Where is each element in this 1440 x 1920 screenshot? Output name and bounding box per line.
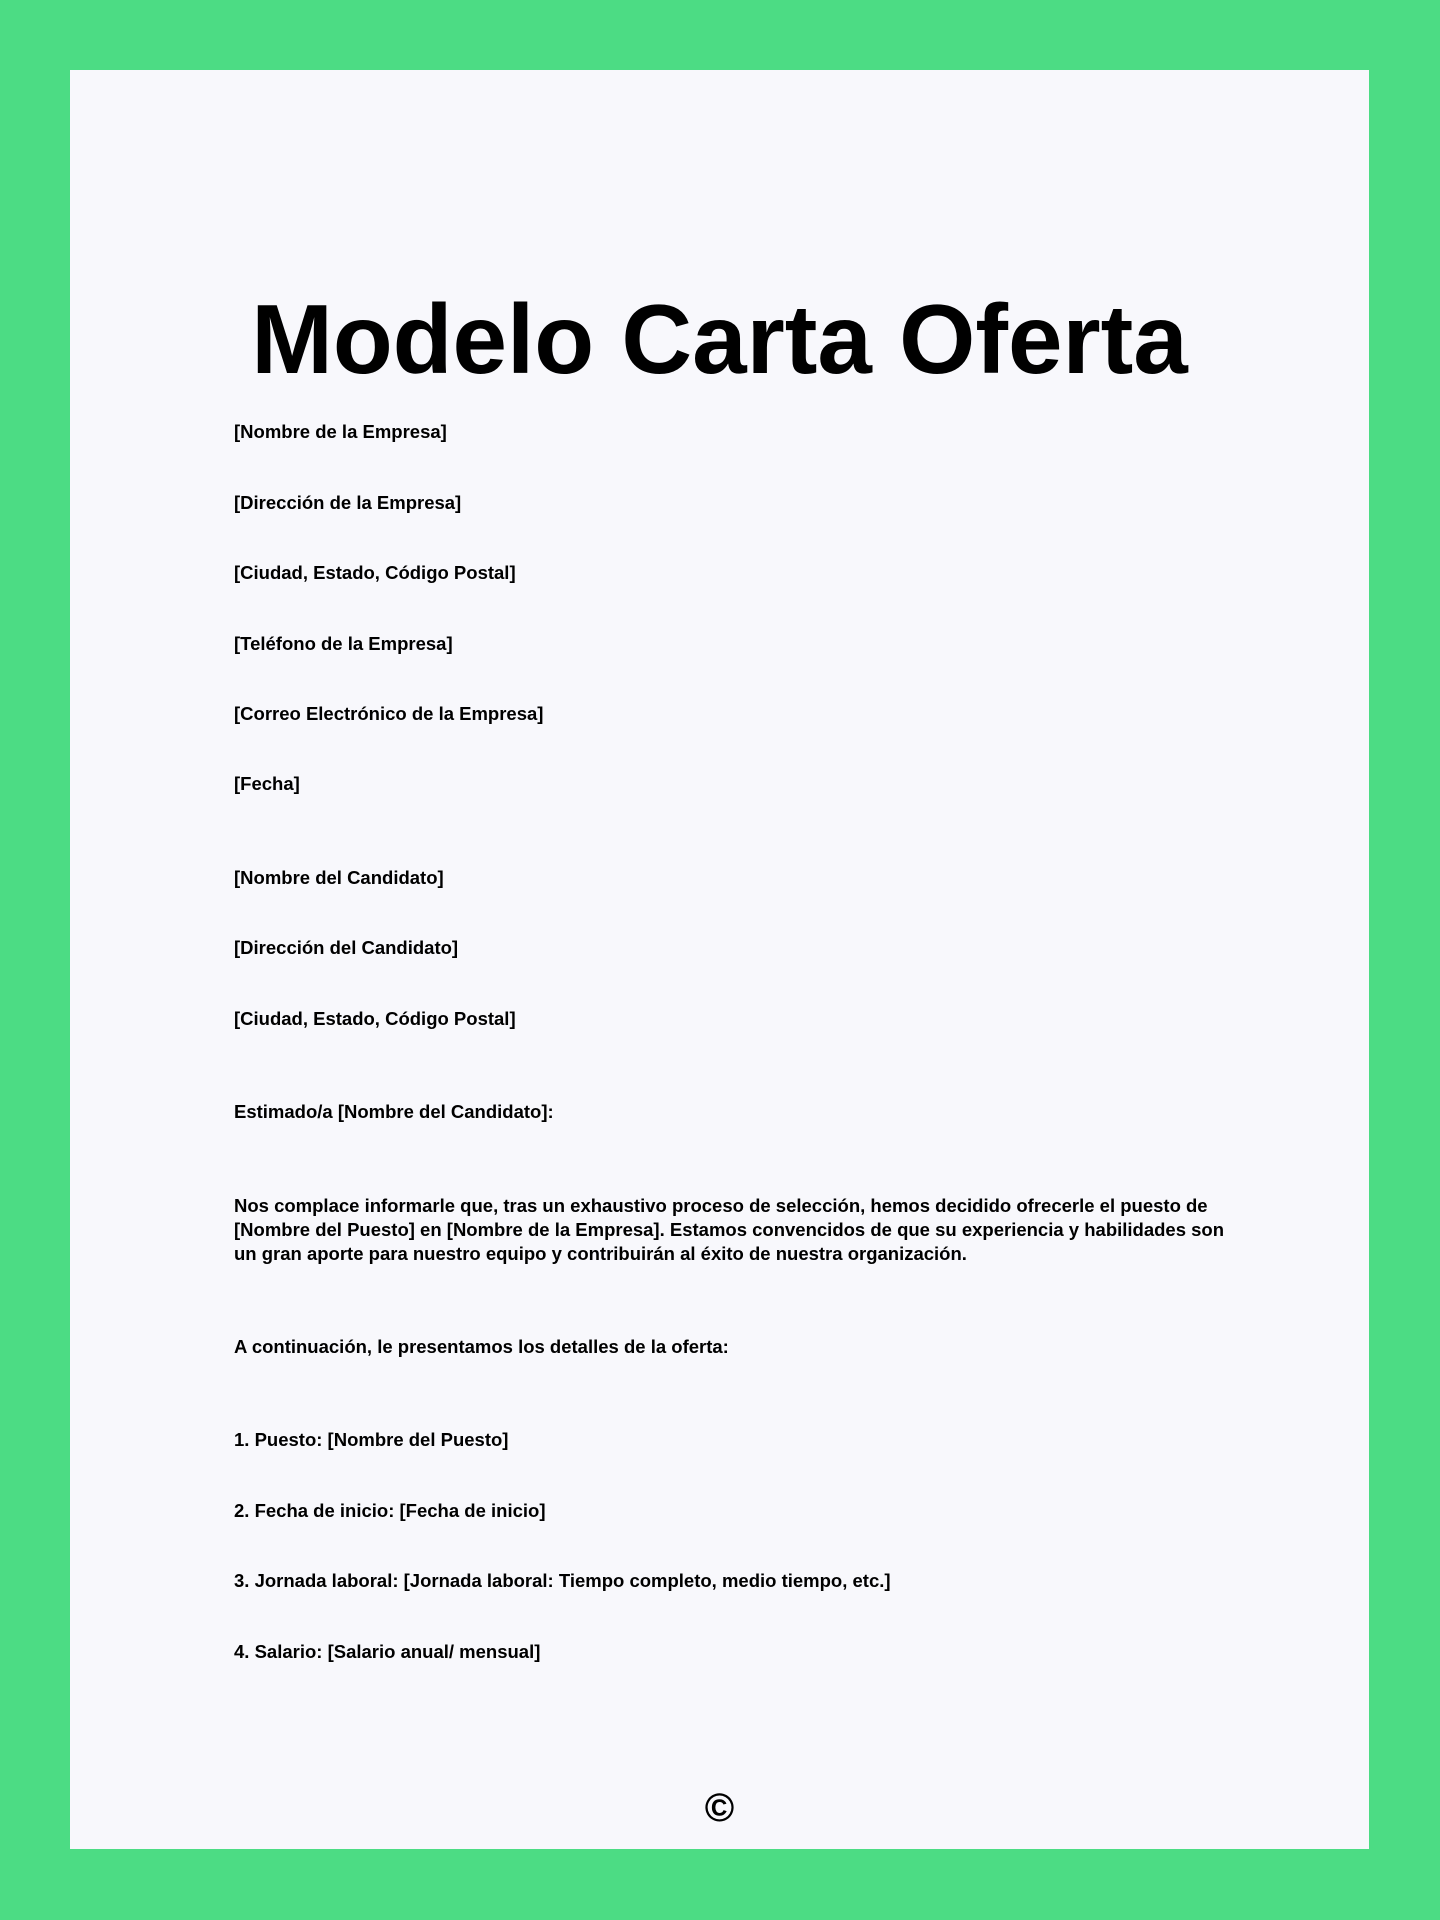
company-email: [Correo Electrónico de la Empresa]: [234, 703, 544, 724]
copyright-icon: ©: [704, 1786, 735, 1830]
company-name: [Nombre de la Empresa]: [234, 421, 447, 442]
detail-item-position: 1. Puesto: [Nombre del Puesto]: [234, 1429, 509, 1450]
company-address: [Dirección de la Empresa]: [234, 492, 462, 513]
greeting: Estimado/a [Nombre del Candidato]:: [234, 1101, 554, 1122]
candidate-name: [Nombre del Candidato]: [234, 867, 444, 888]
company-city: [Ciudad, Estado, Código Postal]: [234, 562, 516, 583]
details-intro: A continuación, le presentamos los detalles de la oferta:: [234, 1336, 729, 1357]
document-page: [70, 70, 1369, 1849]
detail-item-salary: 4. Salario: [Salario anual/ mensual]: [234, 1641, 541, 1662]
detail-item-start-date: 2. Fecha de inicio: [Fecha de inicio]: [234, 1500, 546, 1521]
letter-date: [Fecha]: [234, 773, 300, 794]
body-paragraph: Nos complace informarle que, tras un exhaustivo proceso de selección, hemos decidido ofrecerle el puesto de [Nombre del Puesto] en [Nombre de la Empresa]. Estamos convencidos de que su experiencia y habilidades son un gran aporte para nuestro equipo y contribuirán al éxito de nuestra organización.: [234, 1195, 1225, 1264]
candidate-city: [Ciudad, Estado, Código Postal]: [234, 1008, 516, 1029]
page-title: Modelo Carta Oferta: [251, 284, 1188, 394]
candidate-address: [Dirección del Candidato]: [234, 937, 459, 958]
detail-item-schedule: 3. Jornada laboral: [Jornada laboral: Tiempo completo, medio tiempo, etc.]: [234, 1570, 891, 1591]
company-phone: [Teléfono de la Empresa]: [234, 633, 453, 654]
